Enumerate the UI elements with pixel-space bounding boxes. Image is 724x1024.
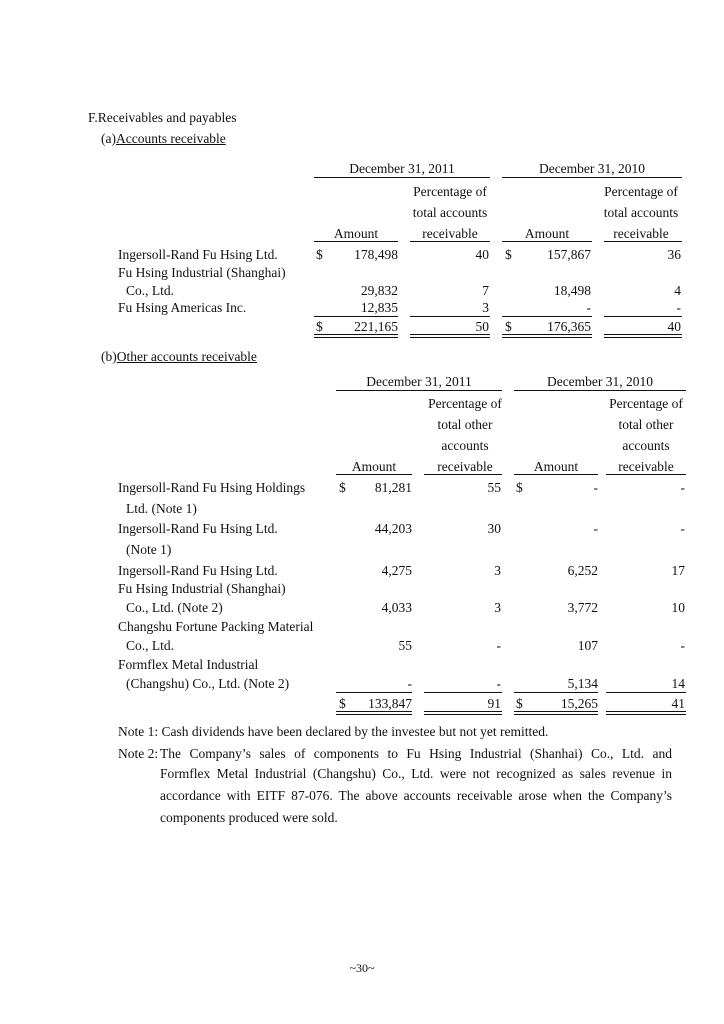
oar-subtotal-rule <box>514 692 598 693</box>
oar-row-amount-2011: 44,203 <box>374 521 412 536</box>
ar-row-name-cont: Co., Ltd. <box>126 283 175 298</box>
oar-row-amount-2010: 3,772 <box>567 600 598 615</box>
oar-row-amount-2011: 81,281 <box>374 480 412 495</box>
ar-row-amount-2011: 12,835 <box>360 300 398 315</box>
ar-heading-prefix: (a) <box>101 131 116 146</box>
oar-row-name: Fu Hsing Industrial (Shanghai) <box>118 581 286 596</box>
ar-pct-header-2010-line1: Percentage of <box>604 184 678 199</box>
oar-row-amount-2010: 5,134 <box>567 676 598 691</box>
ar-row-amount-2010: - <box>586 300 591 315</box>
ar-header-rule <box>502 241 592 242</box>
ar-row-name: Fu Hsing Americas Inc. <box>118 300 247 315</box>
oar-subtotal-rule <box>336 692 412 693</box>
ar-total-double-rule <box>410 334 490 338</box>
oar-row-pct-2010: 14 <box>671 676 685 691</box>
ar-header-rule <box>604 241 682 242</box>
oar-pct-header-2010-line2: total other <box>618 417 674 432</box>
oar-pct-header-2010-line3: accounts <box>622 438 670 453</box>
oar-row-pct-2011: - <box>496 676 501 691</box>
ar-pct-header-2011-line3: receivable <box>422 226 478 241</box>
oar-total-double-rule <box>514 711 598 715</box>
oar-row-name: Formflex Metal Industrial <box>118 657 259 672</box>
oar-row-name-cont: (Note 1) <box>126 542 172 557</box>
oar-row-amount-2011: 4,275 <box>381 563 412 578</box>
oar-subtotal-rule <box>606 692 686 693</box>
ar-row-amount-2010: 157,867 <box>547 247 591 262</box>
oar-total-double-rule <box>336 711 412 715</box>
oar-row-amount-2010: - <box>593 480 598 495</box>
oar-row-name: Ingersoll-Rand Fu Hsing Ltd. <box>118 521 278 536</box>
currency-symbol: $ <box>316 247 323 262</box>
currency-symbol: $ <box>516 696 523 711</box>
oar-row-name-cont: (Changshu) Co., Ltd. (Note 2) <box>126 676 290 691</box>
oar-total-pct-2011: 91 <box>487 696 501 711</box>
oar-row-pct-2010: - <box>680 521 685 536</box>
ar-row-name: Ingersoll-Rand Fu Hsing Ltd. <box>118 247 278 262</box>
currency-symbol: $ <box>316 319 323 334</box>
oar-subtotal-rule <box>424 692 502 693</box>
note-2-text: Formflex Metal Industrial (Changshu) Co., Ltd. were not recognized as sales revenue in accordance with EITF 87-076. The above accounts receivable arose when the Company’s components produced were sold. <box>160 766 672 825</box>
ar-subtotal-rule <box>410 316 490 317</box>
oar-row-pct-2011: 3 <box>494 563 501 578</box>
oar-row-amount-2010: 6,252 <box>567 563 598 578</box>
oar-date-2011: December 31, 2011 <box>366 374 472 389</box>
ar-row-pct-2011: 7 <box>482 283 489 298</box>
ar-heading-label: Accounts receivable <box>115 131 226 146</box>
oar-row-name-cont: Ltd. (Note 1) <box>126 501 197 516</box>
oar-row-pct-2010: - <box>680 638 685 653</box>
oar-row-name: Changshu Fortune Packing Material <box>118 619 314 634</box>
note-2-label: Note 2: <box>118 746 159 761</box>
oar-heading-prefix: (b) <box>101 349 117 364</box>
ar-pct-header-2010-line2: total accounts <box>603 205 679 220</box>
ar-row-amount-2011: 178,498 <box>354 247 398 262</box>
oar-total-double-rule <box>606 711 686 715</box>
oar-total-amount-2011: 133,847 <box>368 696 412 711</box>
oar-row-amount-2011: 55 <box>398 638 412 653</box>
ar-pct-header-2011-line1: Percentage of <box>413 184 487 199</box>
ar-row-amount-2011: 29,832 <box>360 283 398 298</box>
oar-header-rule <box>514 474 598 475</box>
ar-row-pct-2010: 4 <box>674 283 681 298</box>
currency-symbol: $ <box>339 696 346 711</box>
oar-row-name: Ingersoll-Rand Fu Hsing Ltd. <box>118 563 278 578</box>
oar-row-name: Ingersoll-Rand Fu Hsing Holdings <box>118 480 306 495</box>
oar-row-name-cont: Co., Ltd. <box>126 638 175 653</box>
oar-pct-header-2011-line2: total other <box>437 417 493 432</box>
oar-amount-header-2010: Amount <box>533 459 579 474</box>
ar-date-2011-rule <box>314 177 490 178</box>
oar-row-amount-2010: - <box>593 521 598 536</box>
ar-subtotal-rule <box>502 316 592 317</box>
oar-row-amount-2011: - <box>407 676 412 691</box>
oar-total-double-rule <box>424 711 502 715</box>
currency-symbol: $ <box>505 247 512 262</box>
oar-total-amount-2010: 15,265 <box>560 696 598 711</box>
ar-row-pct-2010: 36 <box>667 247 681 262</box>
note-1 <box>118 723 548 740</box>
ar-total-double-rule <box>314 334 398 338</box>
oar-row-pct-2011: 55 <box>487 480 501 495</box>
ar-row-pct-2011: 40 <box>475 247 489 262</box>
ar-total-pct-2011: 50 <box>475 319 489 334</box>
section-title: F.Receivables and payables <box>88 110 237 125</box>
oar-row-pct-2011: 3 <box>494 600 501 615</box>
oar-row-pct-2011: 30 <box>487 521 501 536</box>
ar-header-rule <box>410 241 490 242</box>
ar-row-name: Fu Hsing Industrial (Shanghai) <box>118 265 286 280</box>
oar-row-pct-2010: - <box>680 480 685 495</box>
ar-total-amount-2011: 221,165 <box>354 319 398 334</box>
oar-row-name-cont: Co., Ltd. (Note 2) <box>126 600 223 615</box>
ar-date-2011: December 31, 2011 <box>349 161 455 176</box>
oar-date-2011-rule <box>336 390 502 391</box>
oar-heading-label: Other accounts receivable <box>116 349 257 364</box>
oar-amount-header-2011: Amount <box>351 459 397 474</box>
oar-header-rule <box>336 474 412 475</box>
oar-pct-header-2010-line1: Percentage of <box>609 396 683 411</box>
ar-amount-header-2011: Amount <box>333 226 379 241</box>
oar-row-amount-2010: 107 <box>577 638 598 653</box>
oar-row-pct-2010: 10 <box>671 600 685 615</box>
oar-heading <box>101 348 257 365</box>
currency-symbol: $ <box>339 480 346 495</box>
oar-header-rule <box>424 474 502 475</box>
ar-header-rule <box>314 241 398 242</box>
oar-header-rule <box>606 474 686 475</box>
page-number: ~30~ <box>349 961 375 975</box>
currency-symbol: $ <box>505 319 512 334</box>
oar-pct-header-2010-line4: receivable <box>618 459 674 474</box>
oar-pct-header-2011-line3: accounts <box>441 438 489 453</box>
oar-row-amount-2011: 4,033 <box>381 600 412 615</box>
ar-pct-header-2011-line2: total accounts <box>412 205 488 220</box>
ar-row-pct-2010: - <box>676 300 681 315</box>
ar-row-amount-2010: 18,498 <box>553 283 591 298</box>
note-1-text: Cash dividends have been declared by the investee but not yet remitted. <box>161 724 549 739</box>
oar-date-2010-rule <box>514 390 686 391</box>
oar-date-2010: December 31, 2010 <box>546 374 654 389</box>
ar-date-2010: December 31, 2010 <box>538 161 646 176</box>
oar-row-pct-2010: 17 <box>671 563 685 578</box>
oar-pct-header-2011-line1: Percentage of <box>428 396 502 411</box>
ar-heading <box>101 130 226 147</box>
ar-total-pct-2010: 40 <box>667 319 681 334</box>
ar-subtotal-rule <box>314 316 398 317</box>
ar-total-double-rule <box>604 334 682 338</box>
oar-row-pct-2011: - <box>496 638 501 653</box>
ar-total-amount-2010: 176,365 <box>547 319 591 334</box>
note-1-label: Note 1: <box>118 724 162 739</box>
note-2-first-line: The Company’s sales of components to Fu Hsing Industrial (Shanhai) Co., Ltd. and <box>160 746 672 761</box>
ar-subtotal-rule <box>604 316 682 317</box>
ar-total-double-rule <box>502 334 592 338</box>
oar-pct-header-2011-line4: receivable <box>437 459 493 474</box>
oar-total-pct-2010: 41 <box>671 696 685 711</box>
ar-pct-header-2010-line3: receivable <box>613 226 669 241</box>
ar-row-pct-2011: 3 <box>482 300 489 315</box>
currency-symbol: $ <box>516 480 523 495</box>
ar-date-2010-rule <box>502 177 682 178</box>
ar-amount-header-2010: Amount <box>524 226 570 241</box>
